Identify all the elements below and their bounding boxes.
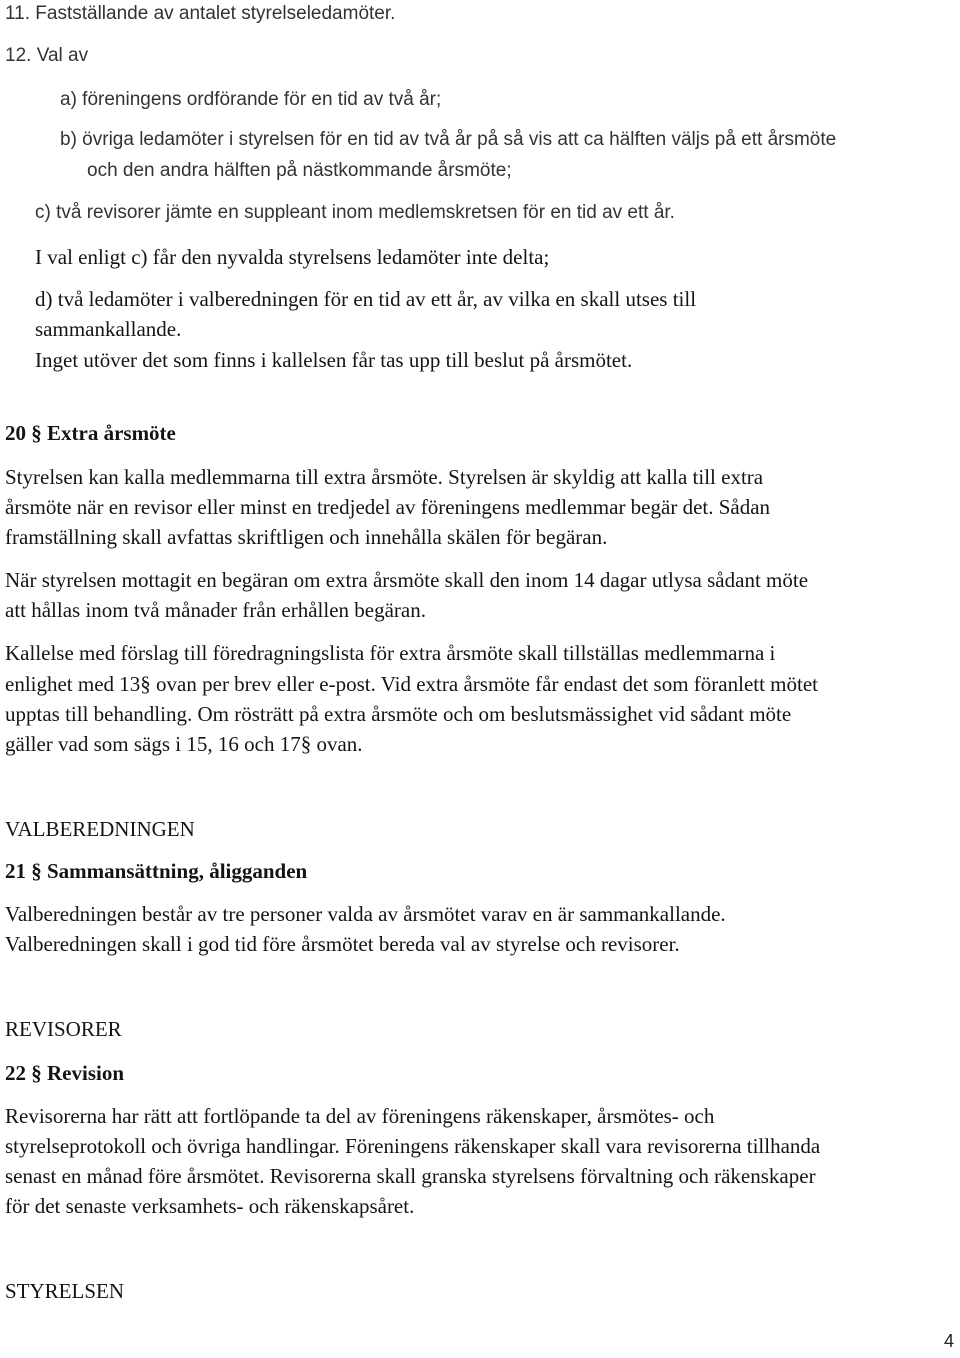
section-20-p3-line1: Kallelse med förslag till föredragningslista för extra årsmöte skall tillställas medlemmarna i bbox=[5, 641, 776, 665]
agenda-item-12: 12. Val av bbox=[5, 45, 89, 66]
section-22-heading: 22 § Revision bbox=[5, 1061, 125, 1085]
section-20-p3-line2: enlighet med 13§ ovan per brev eller e-post. Vid extra årsmöte får endast det som föranlett mötet bbox=[5, 672, 819, 696]
section-22-p-line4: för det senaste verksamhets- och räkenskapsåret. bbox=[5, 1194, 415, 1218]
section-20-heading: 20 § Extra årsmöte bbox=[5, 421, 176, 445]
agenda-item-b-line2: och den andra hälften på nästkommande årsmöte; bbox=[87, 160, 512, 181]
agenda-closing: Inget utöver det som finns i kallelsen får tas upp till beslut på årsmötet. bbox=[35, 348, 633, 372]
agenda-item-c: c) två revisorer jämte en suppleant inom medlemskretsen för en tid av ett år. bbox=[35, 202, 675, 223]
section-22-p-line2: styrelseprotokoll och övriga handlingar. Föreningens räkenskaper skall vara revisorerna tillhanda bbox=[5, 1134, 821, 1158]
agenda-note: I val enligt c) får den nyvalda styrelsens ledamöter inte delta; bbox=[35, 245, 550, 269]
section-20-p2-line1: När styrelsen mottagit en begäran om extra årsmöte skall den inom 14 dagar utlysa sådant möte bbox=[5, 568, 809, 592]
agenda-item-a: a) föreningens ordförande för en tid av två år; bbox=[60, 89, 442, 110]
section-21-heading: 21 § Sammansättning, åligganden bbox=[5, 859, 308, 883]
section-20-p3-line4: gäller vad som sägs i 15, 16 och 17§ ovan. bbox=[5, 732, 363, 756]
section-20-p1-line1: Styrelsen kan kalla medlemmarna till extra årsmöte. Styrelsen är skyldig att kalla till extra bbox=[5, 465, 764, 489]
agenda-item-d-line1: d) två ledamöter i valberedningen för en tid av ett år, av vilka en skall utses till bbox=[35, 287, 697, 311]
agenda-item-11: 11. Fastställande av antalet styrelseledamöter. bbox=[5, 3, 396, 24]
section-20-p1-line3: framställning skall avfattas skriftligen och innehålla skälen för begäran. bbox=[5, 525, 608, 549]
section-20-p1-line2: årsmöte när en revisor eller minst en tredjedel av föreningens medlemmar begär det. Sådan bbox=[5, 495, 771, 519]
section-22-p-line3: senast en månad före årsmötet. Revisorerna skall granska styrelsens förvaltning och räkenskaper bbox=[5, 1164, 816, 1188]
section-21-p-line2: Valberedningen skall i god tid före årsmötet bereda val av styrelse och revisorer. bbox=[5, 932, 680, 956]
styrelsen-title: STYRELSEN bbox=[5, 1279, 125, 1303]
section-20-p3-line3: upptas till behandling. Om rösträtt på extra årsmöte och om beslutsmässighet vid sådant möte bbox=[5, 702, 792, 726]
revisorer-title: REVISORER bbox=[5, 1017, 122, 1041]
section-20-p2-line2: att hållas inom två månader från erhållen begäran. bbox=[5, 598, 426, 622]
section-21-p-line1: Valberedningen består av tre personer valda av årsmötet varav en är sammankallande. bbox=[5, 902, 726, 926]
valberedningen-title: VALBEREDNINGEN bbox=[5, 817, 195, 841]
page-number: 4 bbox=[943, 1331, 954, 1351]
section-22-p-line1: Revisorerna har rätt att fortlöpande ta del av föreningens räkenskaper, årsmötes- och bbox=[5, 1104, 715, 1128]
agenda-item-d-line2: sammankallande. bbox=[35, 317, 182, 341]
agenda-item-b-line1: b) övriga ledamöter i styrelsen för en tid av två år på så vis att ca hälften väljs på ett årsmöte bbox=[60, 129, 837, 150]
